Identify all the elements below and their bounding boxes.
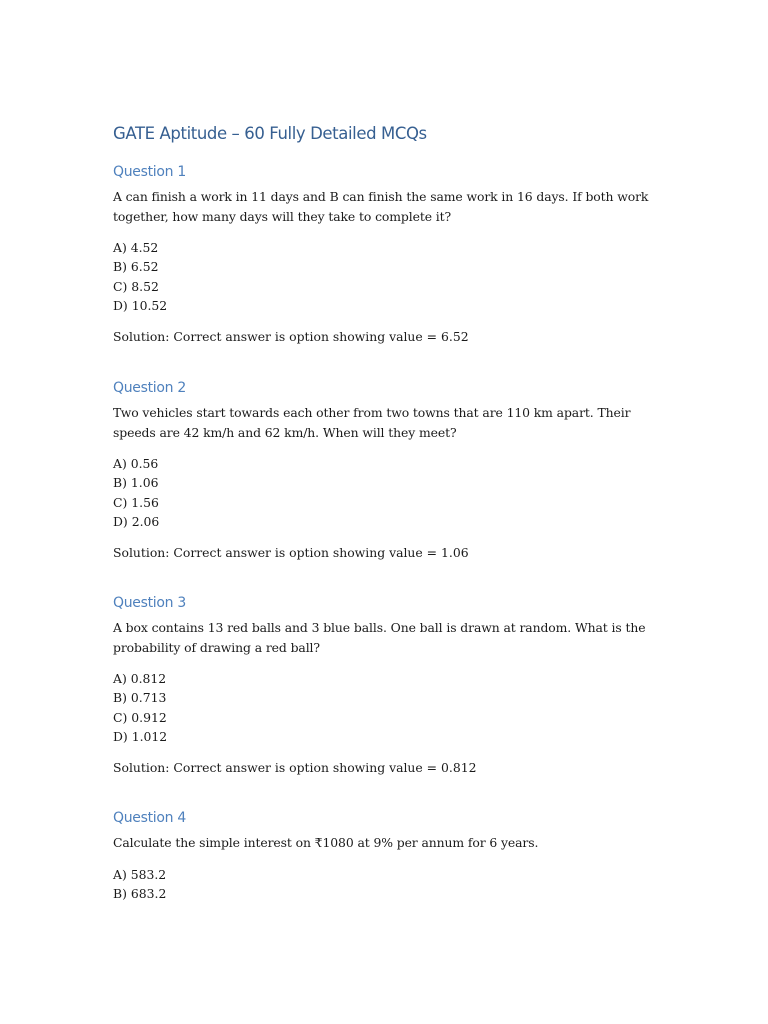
option-list	[113, 669, 673, 746]
option-d: D) 1.012	[113, 728, 168, 744]
option-c: C) 1.56	[113, 494, 159, 510]
option-b: B) 0.713	[113, 690, 167, 706]
question-block-2	[113, 378, 673, 563]
option-a: A) 0.56	[113, 456, 159, 471]
option-d: D) 2.06	[113, 513, 160, 529]
question-block-1	[113, 162, 673, 347]
question-block-3	[113, 593, 673, 778]
option-c: C) 0.912	[113, 709, 167, 725]
option-b: B) 683.2	[113, 885, 167, 901]
option-list	[113, 865, 673, 904]
solution-text: Solution: Correct answer is option showing value = 1.06	[113, 545, 469, 561]
solution-text: Solution: Correct answer is option showing value = 6.52	[113, 329, 469, 345]
option-a: A) 4.52	[113, 240, 159, 255]
option-a: A) 0.812	[113, 671, 167, 686]
question-heading: Question 3	[113, 595, 186, 611]
question-block-4	[113, 808, 673, 915]
question-text: Calculate the simple interest on ₹1080 at 9% per annum for 6 years.	[113, 835, 539, 850]
option-b: B) 6.52	[113, 259, 159, 275]
question-heading: Question 4	[113, 810, 186, 826]
option-a: A) 583.2	[113, 866, 167, 882]
document-title: GATE Aptitude – 60 Fully Detailed MCQs	[113, 124, 427, 143]
option-b: B) 1.06	[113, 475, 159, 491]
question-text: A box contains 13 red balls and 3 blue balls. One ball is drawn at random. What is the probability of drawing a red ball?	[113, 620, 646, 655]
question-heading: Question 1	[113, 164, 186, 180]
option-d: D) 10.52	[113, 297, 168, 313]
question-heading: Question 2	[113, 380, 186, 396]
option-c: C) 8.52	[113, 278, 159, 294]
option-list	[113, 238, 673, 315]
question-text: A can finish a work in 11 days and B can finish the same work in 16 days. If both work together, how many days will they take to complete it?	[113, 189, 649, 224]
solution-text: Solution: Correct answer is option showing value = 0.812	[113, 760, 477, 776]
question-text: Two vehicles start towards each other from two towns that are 110 km apart. Their speeds are 42 km/h and 62 km/h. When will they meet?	[113, 405, 631, 440]
option-list	[113, 454, 673, 531]
